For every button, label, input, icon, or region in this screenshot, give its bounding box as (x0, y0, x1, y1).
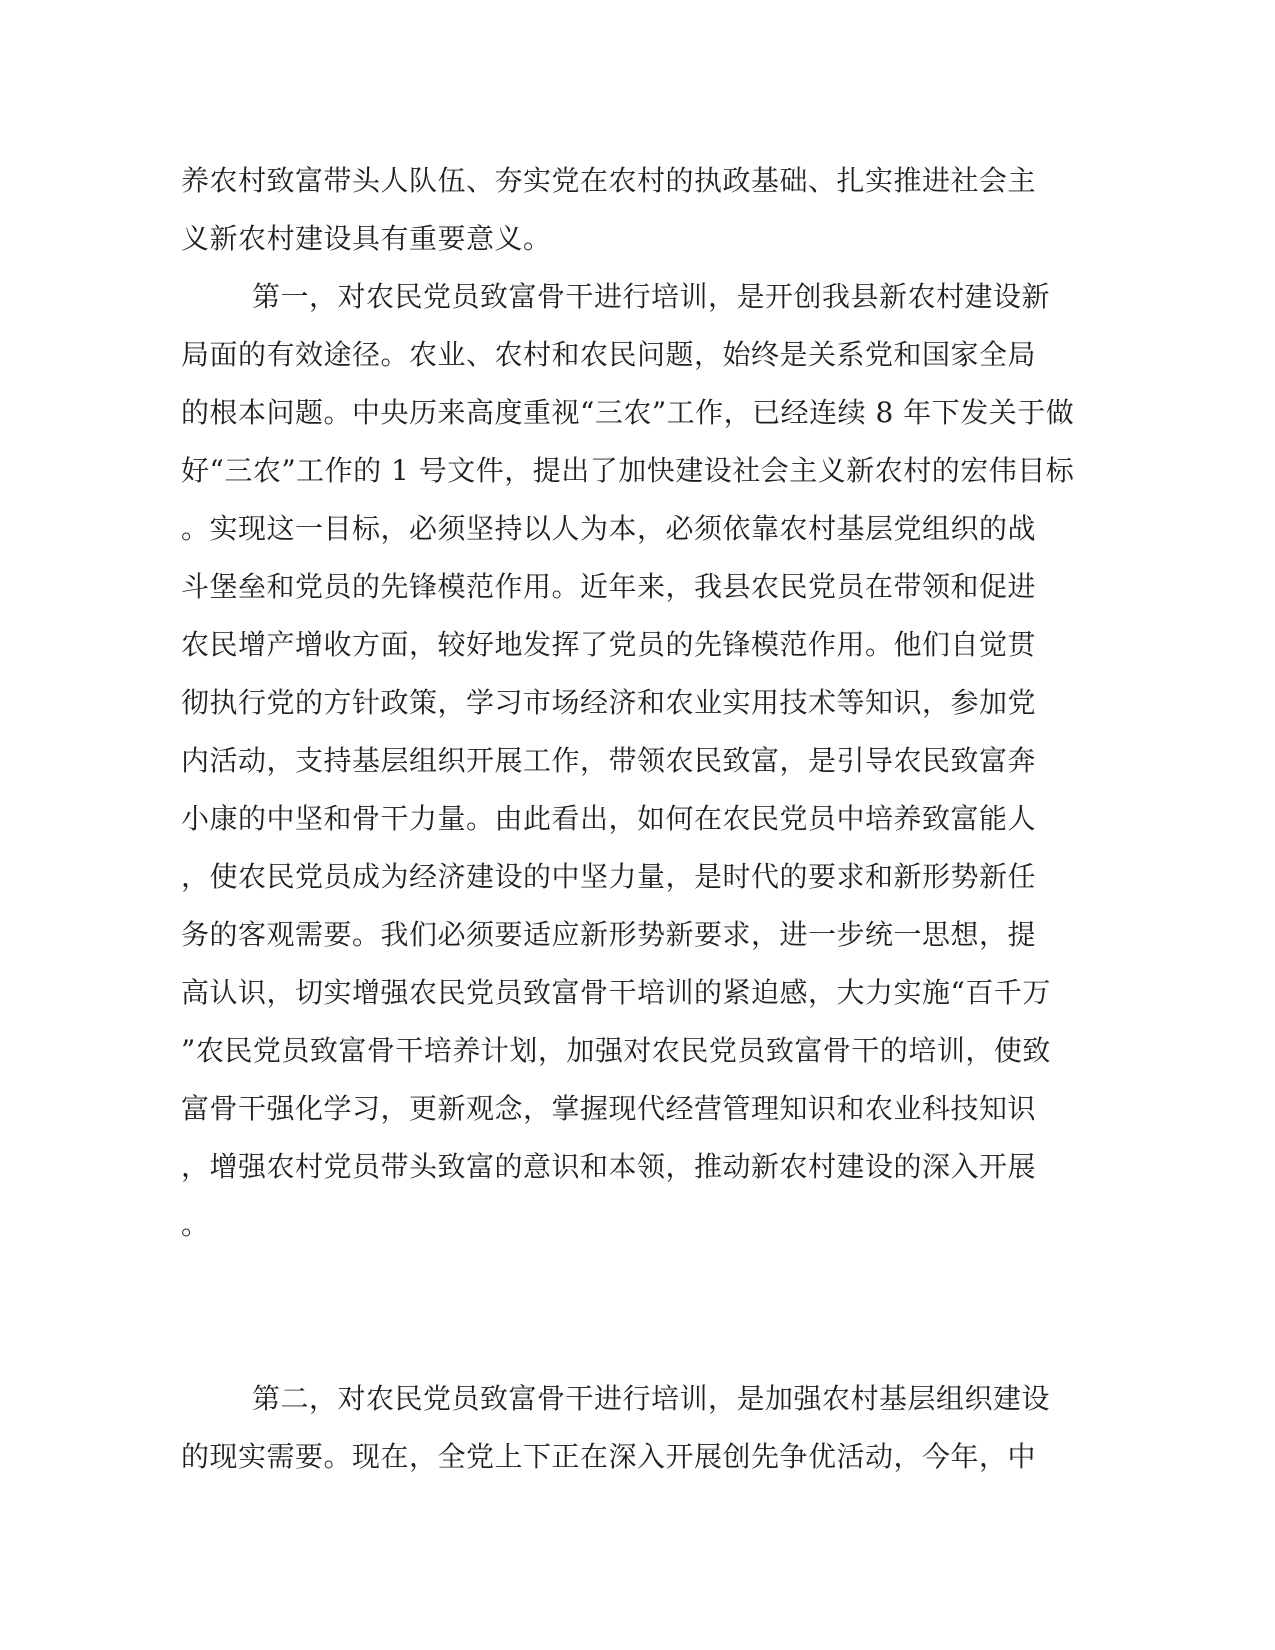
text-line (181, 1263, 1041, 1303)
text-line: 养农村致富带头人队伍、夯实党在农村的执政基础、扎实推进社会主 (181, 164, 1037, 197)
text-line: 。实现这一目标，必须坚持以人为本，必须依靠农村基层党组织的战 (181, 512, 1037, 545)
text-line: 农民增产增收方面，较好地发挥了党员的先锋模范作用。他们自觉贯 (181, 628, 1037, 661)
text-line: 第二，对农民党员致富骨干进行培训，是加强农村基层组织建设 (252, 1382, 1051, 1415)
text-line: 富骨干强化学习，更新观念，掌握现代经营管理知识和农业科技知识 (181, 1092, 1037, 1125)
text-line: 小康的中坚和骨干力量。由此看出，如何在农民党员中培养致富能人 (181, 802, 1037, 835)
text-line: ，使农民党员成为经济建设的中坚力量，是时代的要求和新形势新任 (181, 860, 1037, 893)
text-line: 好“三农”工作的 1 号文件，提出了加快建设社会主义新农村的宏伟目标 (181, 454, 1075, 487)
text-line: 务的客观需要。我们必须要适应新形势新要求，进一步统一思想，提 (181, 918, 1037, 951)
text-line: 第一，对农民党员致富骨干进行培训，是开创我县新农村建设新 (252, 280, 1051, 313)
text-line: 斗堡垒和党员的先锋模范作用。近年来，我县农民党员在带领和促进 (181, 570, 1037, 603)
text-line: 彻执行党的方针政策，学习市场经济和农业实用技术等知识，参加党 (181, 686, 1037, 719)
text-line: 高认识，切实增强农民党员致富骨干培训的紧迫感，大力实施“百千万 (181, 976, 1051, 1009)
text-line: 义新农村建设具有重要意义。 (181, 222, 552, 255)
text-line: 的根本问题。中央历来高度重视“三农”工作，已经连续 8 年下发关于做 (181, 396, 1075, 429)
text-line: ，增强农村党员带头致富的意识和本领，推动新农村建设的深入开展 (181, 1150, 1037, 1183)
text-line (181, 1321, 1041, 1361)
text-line: 的现实需要。现在，全党上下正在深入开展创先争优活动，今年，中 (181, 1440, 1037, 1473)
text-line: 。 (181, 1208, 210, 1241)
text-line: ”农民党员致富骨干培养计划，加强对农民党员致富骨干的培训，使致 (181, 1034, 1051, 1067)
text-line: 内活动，支持基层组织开展工作，带领农民致富，是引导农民致富奔 (181, 744, 1037, 777)
text-line: 局面的有效途径。农业、农村和农民问题，始终是关系党和国家全局 (181, 338, 1037, 371)
